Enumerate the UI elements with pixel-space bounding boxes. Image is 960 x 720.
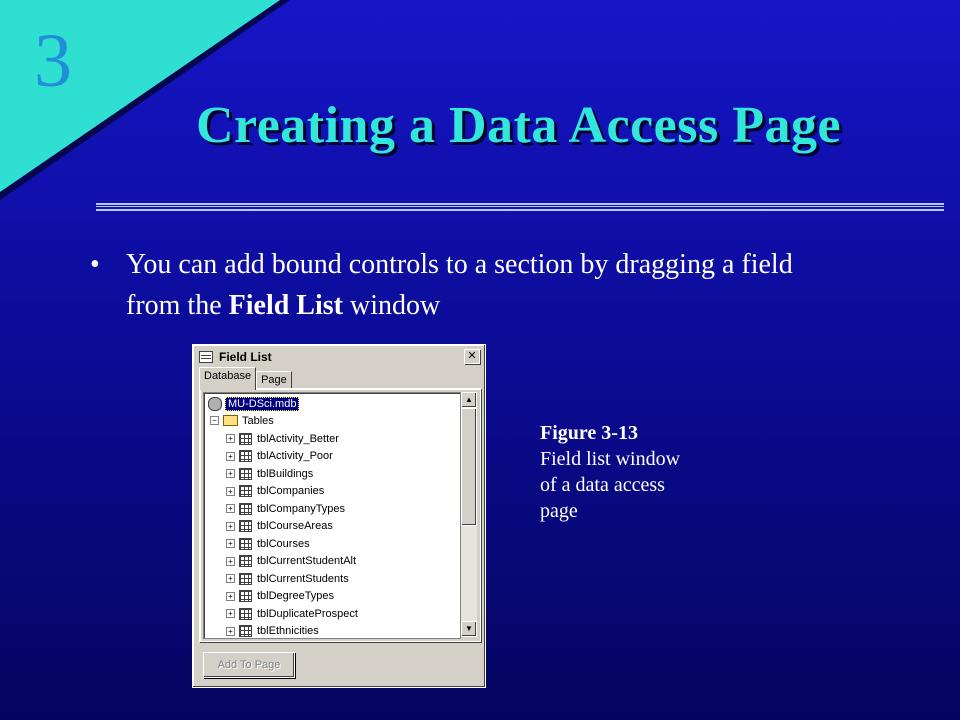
tab-page[interactable]: Page bbox=[256, 371, 292, 391]
table-name: tblCompanyTypes bbox=[257, 502, 346, 515]
table-icon bbox=[239, 503, 252, 515]
expand-icon[interactable]: + bbox=[226, 487, 235, 496]
bullet-text-end: window bbox=[342, 290, 441, 321]
bullet-point bbox=[90, 244, 830, 326]
figure-caption-line: Field list window bbox=[540, 448, 681, 470]
table-row[interactable] bbox=[226, 623, 319, 640]
table-row[interactable] bbox=[226, 588, 334, 605]
table-row[interactable] bbox=[226, 500, 345, 517]
table-icon bbox=[239, 520, 252, 532]
database-name: MU-DSci.mdb bbox=[225, 397, 299, 411]
table-icon bbox=[239, 450, 252, 462]
expand-icon[interactable]: + bbox=[226, 539, 235, 548]
table-name: tblCompanies bbox=[257, 485, 325, 497]
add-to-page-button[interactable]: Add To Page bbox=[203, 652, 295, 678]
tree-folder-row[interactable] bbox=[210, 412, 274, 429]
scroll-thumb[interactable] bbox=[461, 408, 477, 526]
expand-icon[interactable]: + bbox=[226, 522, 235, 531]
table-icon bbox=[239, 538, 252, 550]
expand-icon[interactable]: + bbox=[226, 574, 235, 583]
table-name: tblDegreeTypes bbox=[257, 590, 335, 602]
bullet-text-start: You can add bound controls to a section by dragging a field from the bbox=[126, 249, 793, 321]
table-name: tblCurrentStudents bbox=[257, 572, 349, 585]
expand-icon[interactable]: + bbox=[226, 592, 235, 601]
table-icon bbox=[239, 485, 252, 497]
table-icon bbox=[239, 573, 252, 585]
table-name: tblActivity_Better bbox=[257, 432, 339, 445]
expand-icon[interactable]: + bbox=[226, 452, 235, 461]
figure-caption-line: of a data access bbox=[540, 474, 665, 496]
bullet-text bbox=[90, 244, 830, 326]
bullet-text-bold: Field List bbox=[228, 290, 343, 321]
window-titlebar[interactable] bbox=[196, 348, 482, 366]
table-row[interactable] bbox=[226, 465, 313, 482]
table-name: tblBuildings bbox=[257, 467, 314, 480]
table-row[interactable] bbox=[226, 605, 358, 622]
table-icon bbox=[239, 433, 252, 445]
table-row[interactable] bbox=[226, 483, 324, 500]
tab-database[interactable]: Database bbox=[199, 367, 256, 390]
table-row[interactable] bbox=[226, 518, 333, 535]
expand-icon[interactable]: + bbox=[226, 434, 235, 443]
table-icon bbox=[239, 590, 252, 602]
database-icon bbox=[208, 397, 222, 411]
bullet-marker: • bbox=[90, 249, 100, 280]
folder-icon bbox=[223, 415, 238, 426]
slide-title: Creating a Data Access Page bbox=[196, 97, 842, 154]
title-divider bbox=[96, 203, 944, 211]
vertical-scrollbar[interactable] bbox=[461, 392, 477, 637]
chapter-number: 3 bbox=[34, 19, 72, 103]
folder-name: Tables bbox=[242, 414, 274, 427]
field-tree[interactable] bbox=[203, 392, 461, 639]
table-icon bbox=[239, 625, 252, 637]
close-button[interactable]: ✕ bbox=[464, 349, 480, 364]
table-name: tblActivity_Poor bbox=[257, 450, 333, 462]
window-title: Field List bbox=[219, 350, 272, 364]
table-row[interactable] bbox=[226, 570, 349, 587]
expand-icon[interactable]: + bbox=[226, 627, 235, 636]
table-name: tblEthnicities bbox=[257, 625, 319, 637]
table-icon bbox=[239, 468, 252, 480]
table-icon bbox=[239, 608, 252, 620]
table-name: tblCourseAreas bbox=[257, 520, 333, 532]
table-icon bbox=[239, 555, 252, 567]
scroll-up-button[interactable]: ▲ bbox=[461, 392, 477, 408]
window-icon bbox=[199, 351, 213, 363]
scroll-down-button[interactable]: ▼ bbox=[461, 621, 477, 637]
expand-icon[interactable]: + bbox=[226, 469, 235, 478]
figure-caption bbox=[540, 420, 740, 524]
field-list-window bbox=[192, 344, 486, 688]
expand-icon[interactable]: + bbox=[226, 557, 235, 566]
table-name: tblCourses bbox=[257, 537, 310, 550]
figure-caption-title: Figure 3-13 bbox=[540, 422, 638, 444]
table-row[interactable] bbox=[226, 448, 333, 465]
table-row[interactable] bbox=[226, 553, 356, 570]
tab-panel bbox=[199, 388, 481, 642]
expand-icon[interactable]: + bbox=[226, 609, 235, 618]
tree-database-row[interactable] bbox=[208, 395, 299, 412]
figure-caption-line: page bbox=[540, 500, 578, 522]
tab-strip bbox=[199, 369, 292, 389]
collapse-icon[interactable]: − bbox=[210, 416, 219, 425]
table-name: tblCurrentStudentAlt bbox=[257, 555, 357, 567]
table-name: tblDuplicateProspect bbox=[257, 607, 358, 620]
expand-icon[interactable]: + bbox=[226, 504, 235, 513]
table-row[interactable] bbox=[226, 535, 310, 552]
table-row[interactable] bbox=[226, 430, 339, 447]
